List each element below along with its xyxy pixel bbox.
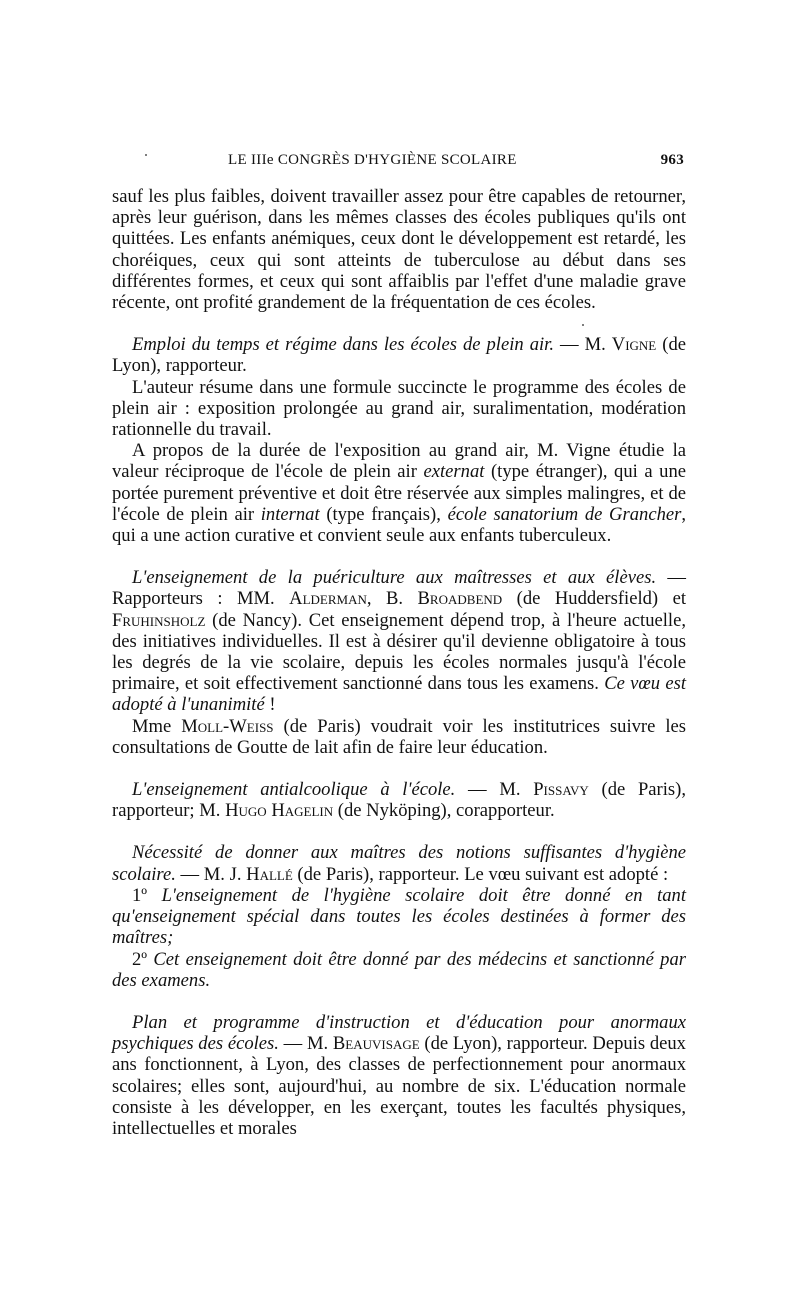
author-name: Vigne [611, 334, 657, 356]
paragraph: L'auteur résume dans une formule succincte le programme des écoles de plein air : exposition prolongée au grand air, suralimentation, modération rationnelle du travail. [112, 376, 686, 441]
section-heading-antialcoolique: L'enseignement antialcoolique à l'école. — M. Pissavy (de Paris), rapporteur; M. Hugo Hagelin (de Nyköping), corapporteur. [112, 779, 686, 822]
section-title: Nécessité de donner aux maîtres des notions suffisantes d'hygiène scolaire. [112, 842, 686, 885]
section-title: Emploi du temps et régime dans les écoles de plein air. [132, 334, 554, 356]
author-name: Pissavy [533, 779, 589, 801]
section-title: L'enseignement de la puériculture aux maîtresses et aux élèves. [132, 567, 657, 589]
author-name: Alderman [289, 588, 367, 610]
section-title: L'enseignement antialcoolique à l'école. [132, 779, 456, 801]
resolution-item: 2º Cet enseignement doit être donné par des médecins et sanctionné par des examens. [112, 948, 686, 991]
author-name: Fruhinsholz [112, 609, 206, 631]
author-name: Hugo Hagelin [225, 800, 334, 822]
author-name: Moll-Weiss [181, 715, 274, 737]
book-page [112, 148, 686, 1139]
paragraph: Mme Moll-Weiss (de Paris) voudrait voir les institutrices suivre les consultations de Goutte de lait afin de faire leur éducation. [112, 715, 686, 758]
section-title: Plan et programme d'instruction et d'éducation pour anormaux psychiques des écoles. [112, 1011, 686, 1055]
section-heading-hygiene-maitres: Nécessité de donner aux maîtres des notions suffisantes d'hygiène scolaire. — M. J. Hallé (de Paris), rapporteur. Le vœu suivant est adopté : [112, 842, 686, 885]
resolution-item: 1º L'enseignement de l'hygiène scolaire doit être donné en tant qu'enseignement spécial dans toutes les écoles destinées à former des maîtres; [112, 884, 686, 949]
continued-paragraph: sauf les plus faibles, doivent travailler assez pour être capables de retourner, après leur guérison, dans les mêmes classes des écoles publiques qu'ils ont quittées. Les enfants anémiques, ceux dont le développement est retardé, les choréiques, ceux qui sont atteints de tuberculose au début dans ses différentes formes, et ceux qui sont affaiblis par l'effet d'une maladie grave récente, ont profité grandement de la fréquentation de ces écoles. [112, 186, 686, 314]
section-heading-plein-air: Emploi du temps et régime dans les écoles de plein air. — M. Vigne (de Lyon), rapporteur. [112, 334, 686, 377]
running-header [112, 148, 686, 172]
author-name: Hallé [246, 863, 293, 885]
section-heading-puericulture: L'enseignement de la puériculture aux maîtresses et aux élèves. — Rapporteurs : MM. Alderman, B. Broadbend (de Huddersfield) et Fruhinsholz (de Nancy). Cet enseignement dépend trop, à l'heure actuelle, des initiatives individuelles. Il est à désirer qu'il devienne obligatoire à tous les degrés de la vie scolaire, depuis les écoles normales jusqu'à l'école primaire, et soit effectivement sanctionné dans tous les examens. Ce vœu est adopté à l'unanimité ! [112, 567, 686, 716]
paragraph: A propos de la durée de l'exposition au grand air, M. Vigne étudie la valeur réciproque de l'école de plein air externat (type étranger), qui a une portée purement préventive et doit être réservée aux simples malingres, et de l'école de plein air internat (type français), école sanatorium de Grancher, qui a une action curative et convient seule aux enfants tuberculeux. [112, 440, 687, 547]
section-heading-anormaux: Plan et programme d'instruction et d'éducation pour anormaux psychiques des écoles. — M. Beauvisage (de Lyon), rapporteur. Depuis deux ans fonctionnent, à Lyon, des classes de perfectionnement pour anormaux scolaires; elles sont, aujourd'hui, au nombre de six. L'éducation normale consiste à les développer, en les exerçant, toutes les facultés physiques, intellectuelles et morales [112, 1011, 686, 1139]
author-name: Broadbend [417, 588, 503, 610]
author-name: Beauvisage [332, 1033, 420, 1055]
running-title: LE IIIe CONGRÈS D'HYGIÈNE SCOLAIRE [228, 152, 517, 168]
page-number: 963 [660, 152, 684, 168]
